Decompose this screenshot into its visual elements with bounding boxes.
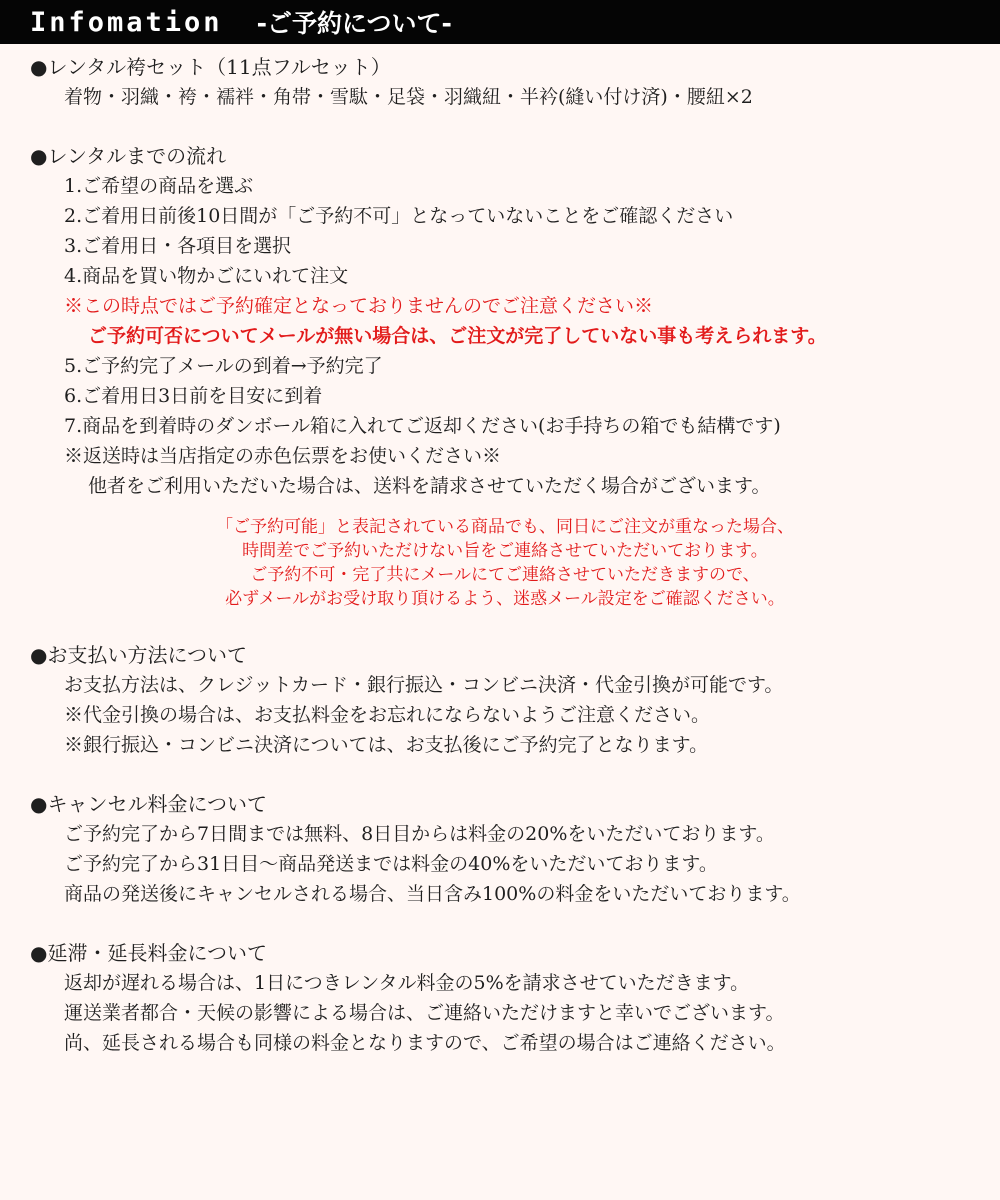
section-title: ●延滞・延長料金について xyxy=(30,941,268,965)
section-title: ●レンタル袴セット（11点フルセット） xyxy=(30,55,391,79)
flow-warning: ※この時点ではご予約確定となっておりませんのでご注意ください※ xyxy=(64,295,654,317)
flow-step: 7.商品を到着時のダンボール箱に入れてご返却ください(お手持ちの箱でも結構です) xyxy=(64,415,781,437)
notice-line: 「ご予約可能」と表記されている商品でも、同日にご注文が重なった場合、 xyxy=(216,517,794,537)
header-bar xyxy=(0,0,1000,44)
set-contents: 着物・羽織・袴・襦袢・角帯・雪駄・足袋・羽織紐・半衿(縫い付け済)・腰紐×2 xyxy=(64,86,753,108)
flow-step: 4.商品を買い物かごにいれて注文 xyxy=(64,265,349,287)
late-line: 尚、延長される場合も同様の料金となりますので、ご希望の場合はご連絡ください。 xyxy=(64,1032,786,1054)
reservation-notice xyxy=(30,515,980,611)
payment-line: ※銀行振込・コンビニ決済については、お支払後にご予約完了となります。 xyxy=(64,734,709,756)
payment-line: ※代金引換の場合は、お支払料金をお忘れにならないようご注意ください。 xyxy=(64,704,711,726)
flow-step: 3.ご着用日・各項目を選択 xyxy=(64,235,292,257)
notice-line: ご予約不可・完了共にメールにてご連絡させていただきますので、 xyxy=(250,565,760,585)
section-title: ●お支払い方法について xyxy=(30,643,248,667)
notice-line: 時間差でご予約いただけない旨をご連絡させていただいております。 xyxy=(242,541,768,561)
section-rental-set xyxy=(30,52,980,112)
flow-note: ※返送時は当店指定の赤色伝票をお使いください※ xyxy=(64,445,502,467)
flow-step: 1.ご希望の商品を選ぶ xyxy=(64,175,254,197)
flow-note-detail: 他者をご利用いただいた場合は、送料を請求させていただく場合がございます。 xyxy=(88,475,771,497)
section-payment xyxy=(30,640,980,760)
flow-step: 6.ご着用日3日前を目安に到着 xyxy=(64,385,323,407)
page-subtitle: -ご予約について- xyxy=(256,9,452,38)
cancel-line: ご予約完了から7日間までは無料、8日目からは料金の20%をいただいております。 xyxy=(64,823,775,845)
payment-line: お支払方法は、クレジットカード・銀行振込・コンビニ決済・代金引換が可能です。 xyxy=(64,674,784,696)
section-cancel-fee xyxy=(30,789,980,909)
section-title: ●キャンセル料金について xyxy=(30,792,268,816)
section-title: ●レンタルまでの流れ xyxy=(30,144,227,168)
section-late-fee xyxy=(30,938,980,1058)
cancel-line: ご予約完了から31日目～商品発送までは料金の40%をいただいております。 xyxy=(64,853,718,875)
flow-step: 5.ご予約完了メールの到着→予約完了 xyxy=(64,355,383,377)
flow-warning-detail: ご予約可否についてメールが無い場合は、ご注文が完了していない事も考えられます。 xyxy=(88,325,827,347)
notice-line: 必ずメールがお受け取り頂けるよう、迷惑メール設定をご確認ください。 xyxy=(225,589,785,609)
cancel-line: 商品の発送後にキャンセルされる場合、当日含み100%の料金をいただいております。 xyxy=(64,883,801,905)
late-line: 返却が遅れる場合は、1日につきレンタル料金の5%を請求させていただきます。 xyxy=(64,972,750,994)
late-line: 運送業者都合・天候の影響による場合は、ご連絡いただけますと幸いでございます。 xyxy=(64,1002,785,1024)
content xyxy=(30,52,980,1087)
page-title: Infomation xyxy=(30,6,223,38)
section-rental-flow xyxy=(30,141,980,611)
flow-step: 2.ご着用日前後10日間が「ご予約不可」となっていないことをご確認ください xyxy=(64,205,734,227)
